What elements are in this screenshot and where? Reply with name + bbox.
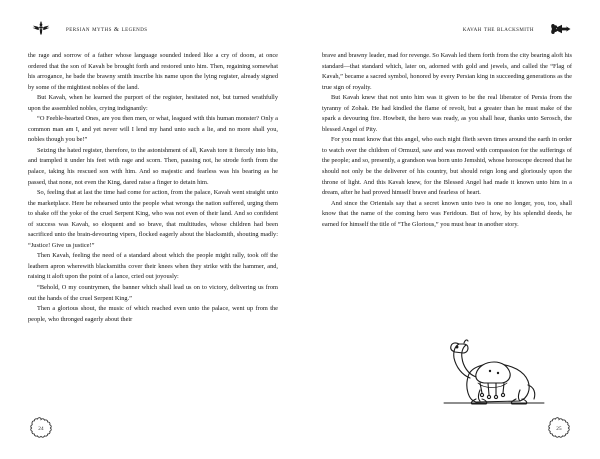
paragraph: brave and brawny leader, mad for revenge. So Kavah led them forth from the city bearing aloft his standard—that standard which, later on, adorned with gold and jewels, and called the “Flag of Kavah,” became a sacred symbol, honored by every Persian king in succeeding generations as the true sign of royalty. [322,52,572,91]
right-page [300,0,600,459]
paragraph: Seizing the hated register, therefore, to the astonishment of all, Kavah tore it fiercely into bits, and trampled it under his feet with rage and scorn. Then, pausing not, he strode forth from the palace, taking his rescued son with him. And so majestic and fearless was his bearing as he passed, that none, not even the King, dared raise a finger to detain him. [28,146,278,186]
left-page-folio [28,417,54,443]
paragraph: But Kavah, when he learned the purport of the register, hesitated not, but turned wrathfully upon the assembled nobles, crying indignantly: [28,94,278,112]
paragraph: So, feeling that at last the time had come for action, from the palace, Kavah went straight unto the marketplace. Here he rehearsed unto the people what wrongs the nation suffered, urging them to shake off the yoke of the cruel Serpent King, who was not even of their land. And so confident of success was Kavah, so eloquent and so brave, that multitudes, whose children had been sacrificed unto the brain-devouring vipers, flocked eagerly about the blacksmith, shouting madly: “Justice! Give us justice!” [28,189,278,249]
left-running-head-text: persian myths & legends [66,25,148,33]
left-running-head [28,18,278,40]
right-running-head [322,18,572,40]
seated-camel-illustration [424,333,566,411]
right-page-body [322,51,572,230]
paragraph: Then Kavah, feeling the need of a standard about which the people might rally, took off the leathern apron wherewith blacksmiths cover their knees when they strike with the hammer, and, raising it aloft upon the point of a lance, cried out joyously: [28,252,278,281]
winged-sun-ornament-icon [28,21,54,37]
paragraph: “O Feeble-hearted Ones, are you then men, or what, leagued with this human monster? Only a common man am I, and yet never will I lend my hand unto such a lie, and no more shall you, nobles though you be!” [28,115,278,144]
right-page-number: 25 [556,426,562,433]
paragraph: For you must know that this angel, who each night flieth seven times around the earth in order to watch over the children of Ormuzd, saw and was moved with compassion for the sufferings of the people; and so, presently, a grandson was born unto Jemshid, whose horoscope decreed that he should not only be the deliverer of his country, but should reign long and gloriously upon the throne of light. And this Kavah knew, for the Blessed Angel had made it known unto him in a dream, after he had proved himself brave and fearless of heart. [322,136,572,197]
paragraph: Then a glorious shout, the music of which reached even unto the palace, went up from the people, who thronged eagerly about their [28,305,278,323]
left-page-number: 24 [38,426,44,433]
left-page-body [28,51,278,325]
paragraph: the rage and sorrow of a father whose language sounded indeed like a cry of doom, at once ordered that the son of Kavah be brought forth and restored unto him. Then, regaining somewhat his arrogance, he bade the brawny smith inscribe his name upon the lying register, already signed by some of the mightiest nobles of the land. [28,52,278,91]
paragraph: “Behold, O my countrymen, the banner which shall lead us on to victory, delivering us from out the hands of the cruel Serpent King.” [28,284,278,302]
fleuron-arrow-ornament-icon [546,21,572,37]
right-page-folio [546,417,572,443]
right-running-head-text: kavah the blacksmith [462,25,534,33]
paragraph: And since the Orientals say that a secret known unto two is one no longer, you, too, shall know that the name of the coming hero was Feridoun. But of how, by his splendid deeds, he earned for himself the title of “The Glorious,” you must hear in another story. [322,199,572,228]
paragraph: But Kavah knew that not unto him was it given to be the real liberator of Persia from the tyranny of Zohak. He had kindled the flame of revolt, but a greater than he must make of the spark a devouring fire. Howbeit, the hero was ready, as you shall hear, thanks unto Serosch, the blessed Angel of Pity. [322,94,572,133]
